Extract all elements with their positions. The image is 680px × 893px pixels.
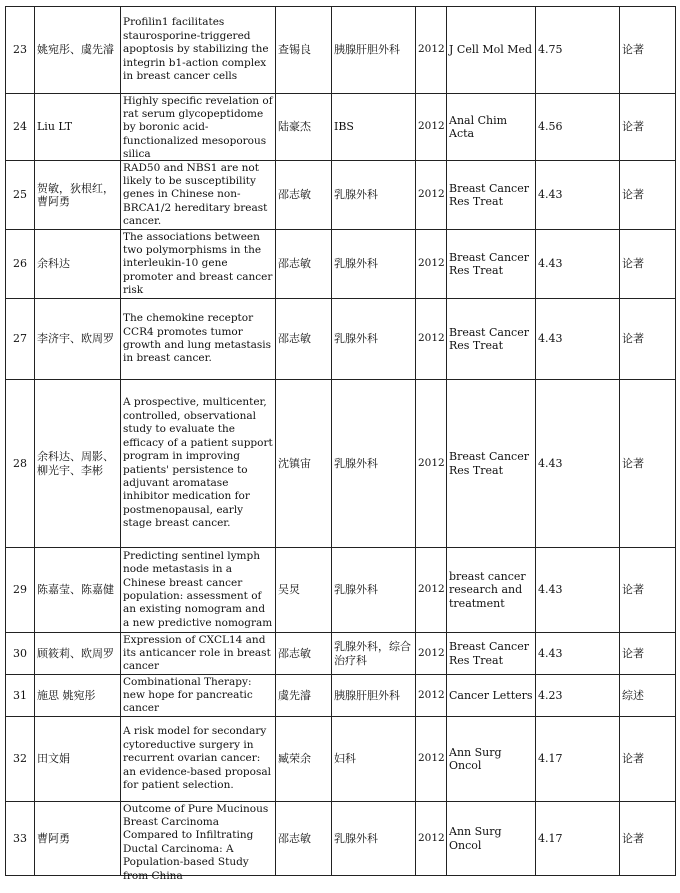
row-number: 24 [6,94,35,161]
article-type-cell: 论著 [620,230,676,299]
title-text: The associations between two polymorphisms in the interleukin-10 gene promoter and breast cancer risk [123,230,273,297]
title-cell [121,94,276,161]
authors-cell: 陈嘉莹、陈嘉健 [35,548,121,633]
corresponding-author-cell: 查锡良 [276,7,332,94]
impact-factor-cell: 4.43 [536,548,620,633]
title-text: A prospective, multicenter, controlled, observational study to evaluate the efficacy of a patient support program in improving patients' persistence to adjuvant aromatase inhibitor medication for postmenopausal, early stage breast cancer. [123,396,273,530]
impact-factor-cell: 4.43 [536,380,620,548]
table-row [6,717,676,802]
row-number: 23 [6,7,35,94]
journal-cell: J Cell Mol Med [447,7,536,94]
title-cell [121,717,276,802]
title-cell [121,548,276,633]
department-cell: 乳腺外科 [332,802,416,876]
year-cell: 2012 [416,675,447,717]
authors-cell: 姚宛彤、虞先濬 [35,7,121,94]
corresponding-author-cell: 邵志敏 [276,230,332,299]
corresponding-author-cell: 邵志敏 [276,633,332,675]
table-row [6,161,676,230]
title-cell [121,633,276,675]
article-type-cell: 论著 [620,548,676,633]
authors-cell: 曹阿勇 [35,802,121,876]
title-text: Highly specific revelation of rat serum glycopeptidome by boronic acid-functionalized mesoporous silica [123,94,273,161]
row-number: 29 [6,548,35,633]
impact-factor-cell: 4.17 [536,717,620,802]
year-cell: 2012 [416,548,447,633]
department-cell: 妇科 [332,717,416,802]
corresponding-author-cell: 邵志敏 [276,299,332,380]
authors-cell: 余科达 [35,230,121,299]
row-number: 33 [6,802,35,876]
year-cell: 2012 [416,94,447,161]
title-text: Combinational Therapy: new hope for pancreatic cancer [123,675,253,715]
impact-factor-cell: 4.23 [536,675,620,717]
corresponding-author-cell: 沈镇宙 [276,380,332,548]
department-cell: 乳腺外科 [332,380,416,548]
authors-cell: 贺敏，狄根红，曹阿勇 [35,161,121,230]
corresponding-author-cell: 臧荣余 [276,717,332,802]
table-row [6,299,676,380]
authors-cell: Liu LT [35,94,121,161]
department-cell: 乳腺外科 [332,548,416,633]
year-cell: 2012 [416,380,447,548]
article-type-cell: 论著 [620,717,676,802]
authors-cell: 李济宇、欧周罗 [35,299,121,380]
article-type-cell: 论著 [620,161,676,230]
article-type-cell: 论著 [620,380,676,548]
article-type-cell: 论著 [620,802,676,876]
department-cell: 胰腺肝胆外科 [332,7,416,94]
table-row [6,94,676,161]
department-cell: IBS [332,94,416,161]
impact-factor-cell: 4.43 [536,161,620,230]
table-row [6,7,676,94]
title-text: Expression of CXCL14 and its anticancer role in breast cancer [123,633,271,673]
authors-cell: 施思 姚宛彤 [35,675,121,717]
table-row [6,802,676,876]
corresponding-author-cell: 邵志敏 [276,802,332,876]
department-cell: 乳腺外科 [332,161,416,230]
title-text: Profilin1 facilitates staurosporine-triggered apoptosis by stabilizing the integrin b1-action complex in breast cancer cells [123,16,269,83]
row-number: 26 [6,230,35,299]
impact-factor-cell: 4.43 [536,633,620,675]
impact-factor-cell: 4.43 [536,230,620,299]
impact-factor-cell: 4.43 [536,299,620,380]
authors-cell: 余科达、周影、柳光宇、李彬 [35,380,121,548]
year-cell: 2012 [416,802,447,876]
table-row [6,633,676,675]
year-cell: 2012 [416,633,447,675]
department-cell: 乳腺外科 [332,230,416,299]
title-text: The chemokine receptor CCR4 promotes tumor growth and lung metastasis in breast cancer. [123,312,272,365]
table-row [6,380,676,548]
title-cell [121,7,276,94]
journal-cell: Breast Cancer Res Treat [447,161,536,230]
corresponding-author-cell: 吴炅 [276,548,332,633]
title-cell [121,675,276,717]
row-number: 31 [6,675,35,717]
journal-cell: Breast Cancer Res Treat [447,299,536,380]
journal-cell: Cancer Letters [447,675,536,717]
title-text: RAD50 and NBS1 are not likely to be susceptibility genes in Chinese non-BRCA1/2 hereditary breast cancer. [123,161,268,228]
journal-cell: breast cancer research and treatment [447,548,536,633]
article-type-cell: 论著 [620,7,676,94]
year-cell: 2012 [416,161,447,230]
journal-cell: Ann Surg Oncol [447,802,536,876]
year-cell: 2012 [416,717,447,802]
title-cell [121,802,276,882]
title-text: A risk model for secondary cytoreductive surgery in recurrent ovarian cancer: an evidence-based proposal for patient selection. [123,725,271,792]
corresponding-author-cell: 陆豪杰 [276,94,332,161]
authors-cell: 田文娟 [35,717,121,802]
article-type-cell: 论著 [620,633,676,675]
row-number: 25 [6,161,35,230]
table-row [6,548,676,633]
department-cell: 乳腺外科 [332,299,416,380]
journal-cell: Breast Cancer Res Treat [447,230,536,299]
row-number: 30 [6,633,35,675]
article-type-cell: 论著 [620,299,676,380]
article-type-cell: 论著 [620,94,676,161]
impact-factor-cell: 4.75 [536,7,620,94]
year-cell: 2012 [416,299,447,380]
impact-factor-cell: 4.56 [536,94,620,161]
publication-table [5,6,676,882]
corresponding-author-cell: 虞先濬 [276,675,332,717]
title-cell [121,161,276,230]
table-row [6,230,676,299]
row-number: 28 [6,380,35,548]
table-row [6,675,676,717]
title-cell [121,230,276,299]
year-cell: 2012 [416,7,447,94]
department-cell: 乳腺外科，综合治疗科 [332,633,416,675]
article-type-cell: 综述 [620,675,676,717]
authors-cell: 顾筱莉、欧周罗 [35,633,121,675]
title-cell [121,299,276,380]
corresponding-author-cell: 邵志敏 [276,161,332,230]
journal-cell: Ann Surg Oncol [447,717,536,802]
title-text: Predicting sentinel lymph node metastasis in a Chinese breast cancer population: assessment of an existing nomogram and a new predictive nomogram [123,549,273,629]
title-cell [121,380,276,548]
title-text: Outcome of Pure Mucinous Breast Carcinoma Compared to Infiltrating Ductal Carcinoma: A Population-based Study from China [123,802,269,882]
journal-cell: Anal Chim Acta [447,94,536,161]
row-number: 32 [6,717,35,802]
journal-cell: Breast Cancer Res Treat [447,380,536,548]
impact-factor-cell: 4.17 [536,802,620,876]
department-cell: 胰腺肝胆外科 [332,675,416,717]
row-number: 27 [6,299,35,380]
journal-cell: Breast Cancer Res Treat [447,633,536,675]
year-cell: 2012 [416,230,447,299]
